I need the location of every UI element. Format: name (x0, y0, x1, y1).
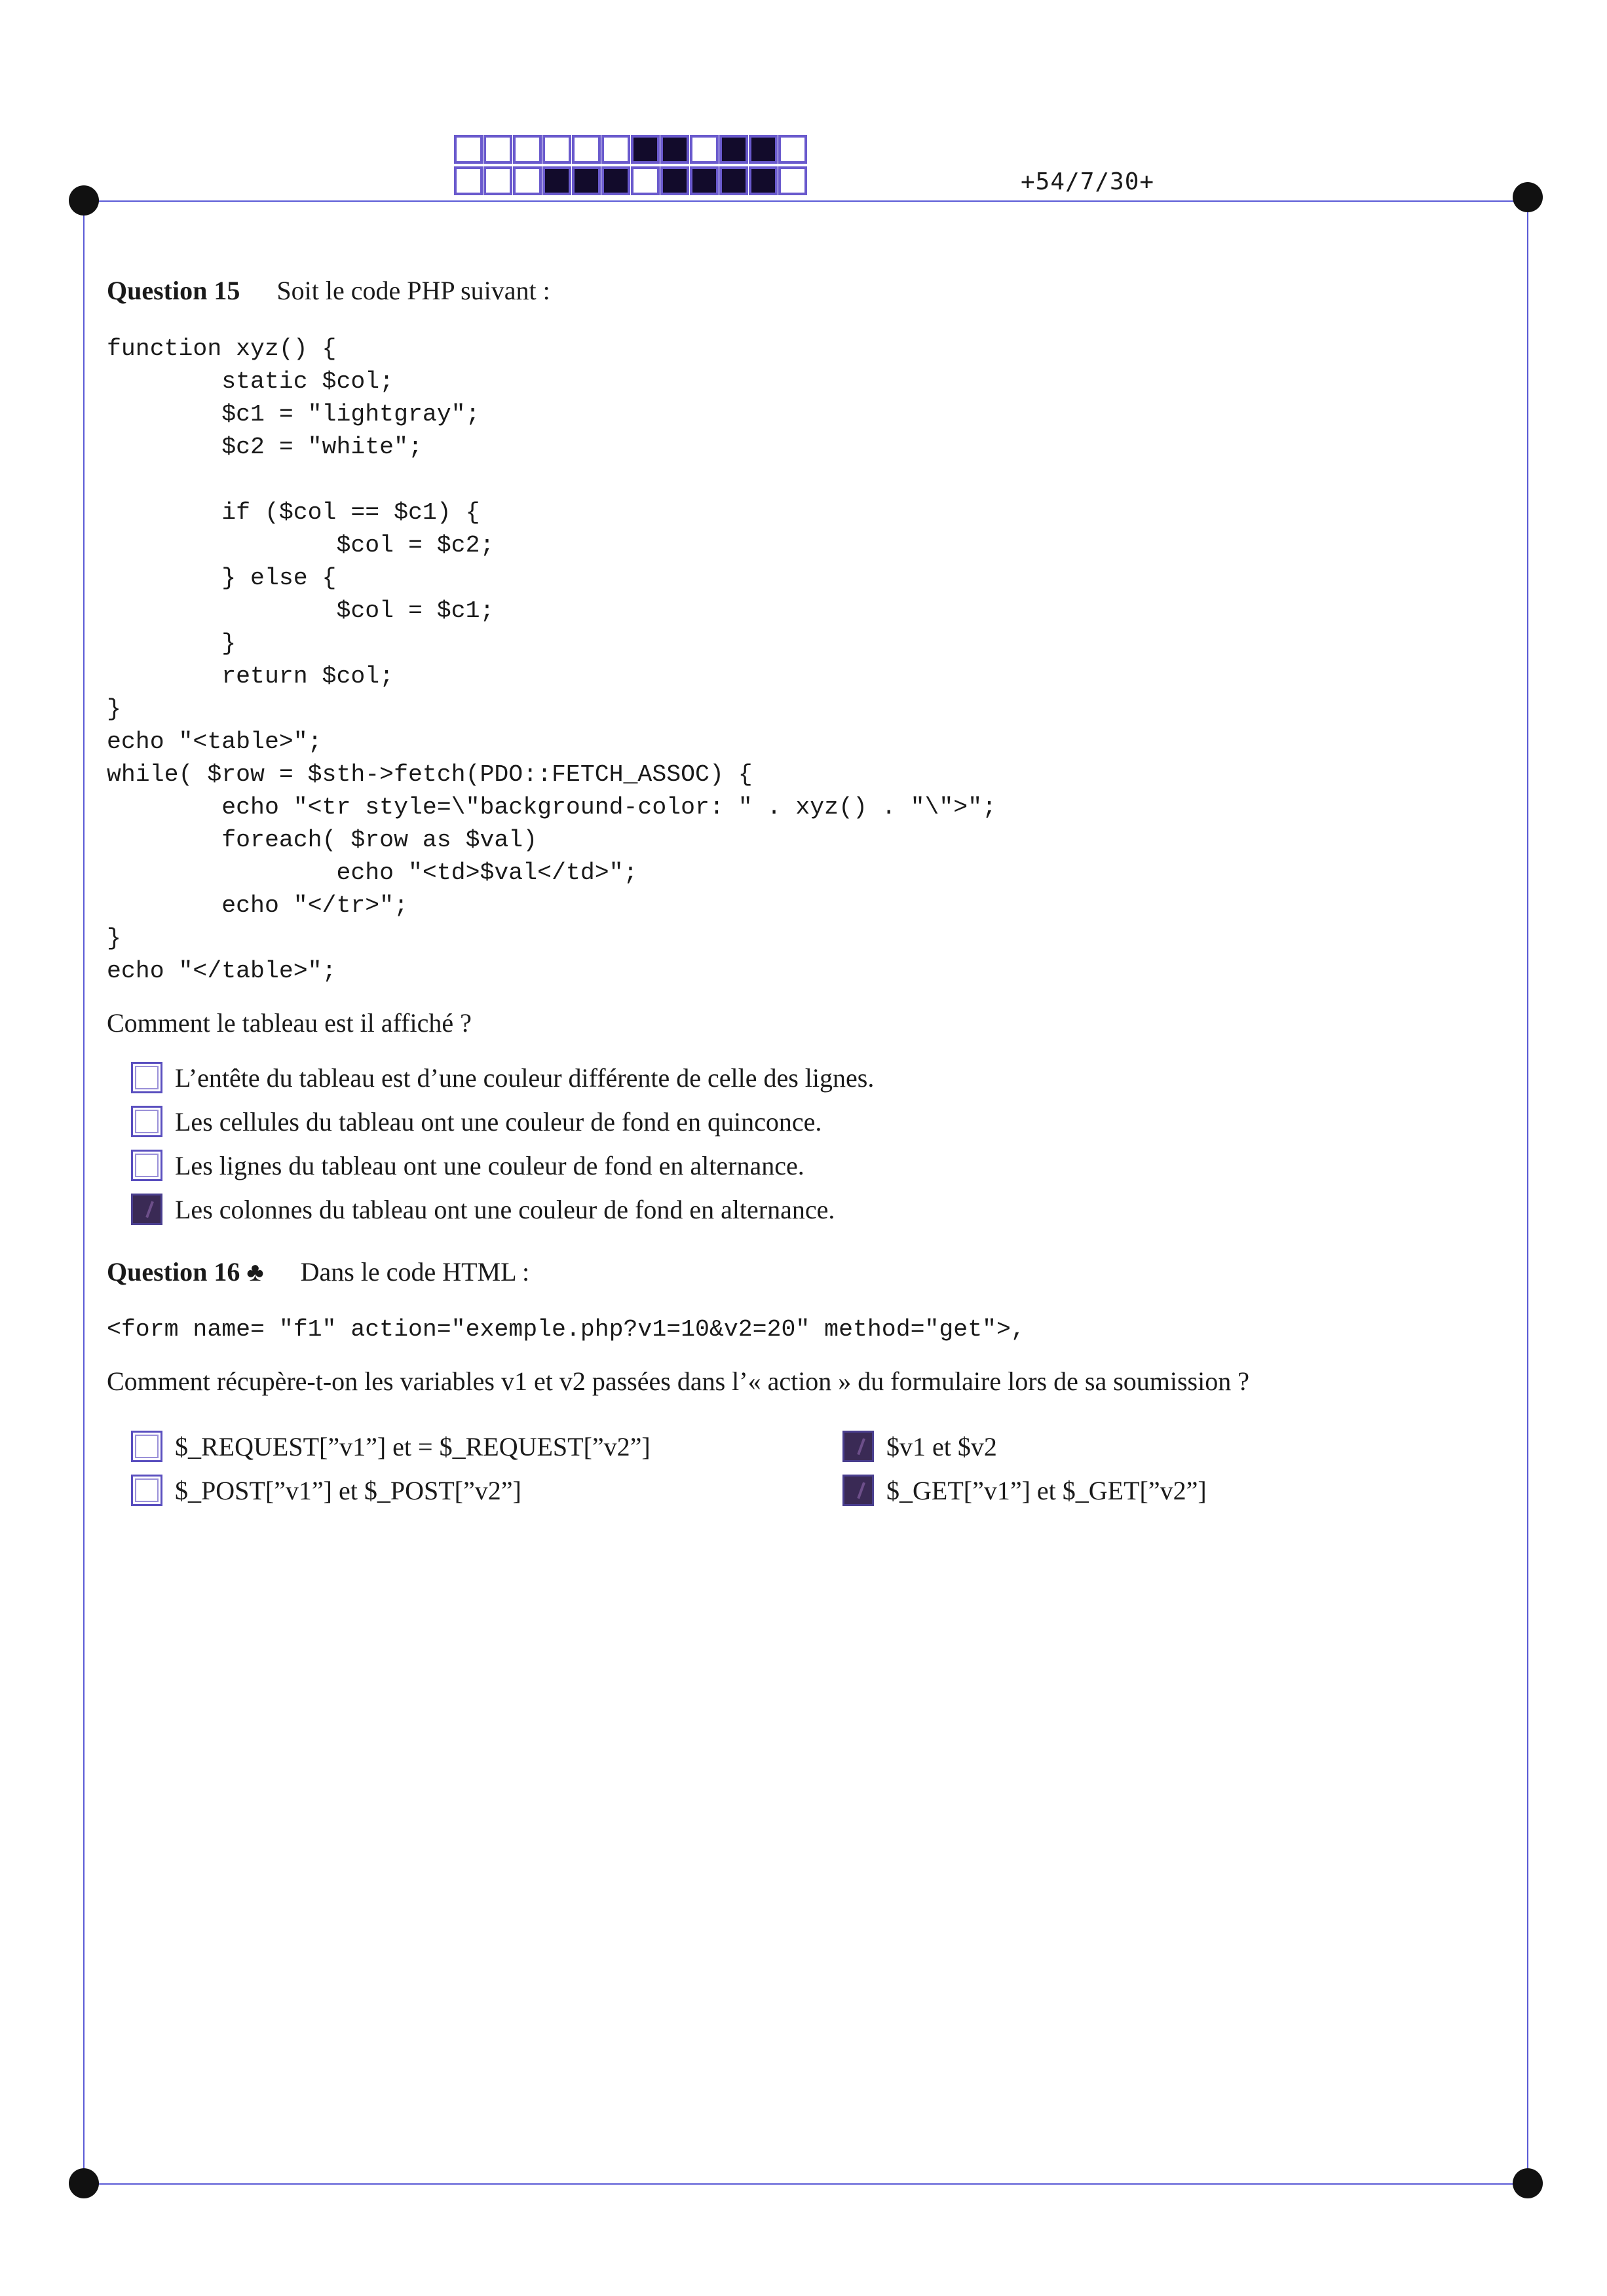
html-code-line: <form name= "f1" action="exemple.php?v1=10&v2=20" method="get">, (107, 1316, 1025, 1343)
answer-option[interactable] (131, 1428, 651, 1465)
binary-code-cell (572, 166, 601, 195)
answer-label: Les cellules du tableau ont une couleur de fond en quinconce. (175, 1106, 822, 1137)
binary-code-cell (749, 166, 778, 195)
binary-code-cell (513, 135, 542, 164)
question-intro: Dans le code HTML : (300, 1257, 530, 1287)
php-code-block: function xyz() { static $col; $c1 = "lightgray"; $c2 = "white"; if ($col == $c1) { $col = $c2; } else { $col = $c1; } return $col; } echo "<table>"; while( $row = $sth->fetch(PDO::FETCH_ASSOC) { echo "<tr style=\"background-color: " . xyz() . "\">"; foreach( $row as $val) echo "<td>$val</td>"; echo "</tr>"; } echo "</table>"; (107, 335, 997, 985)
checkbox[interactable] (131, 1194, 162, 1225)
question-15-heading (107, 275, 550, 306)
checkbox[interactable] (131, 1150, 162, 1181)
binary-code-cell (749, 135, 778, 164)
binary-code-cell (454, 135, 483, 164)
binary-code-cell (719, 135, 748, 164)
binary-code-cell (778, 166, 807, 195)
answer-option[interactable] (842, 1472, 1207, 1509)
checkbox[interactable] (131, 1475, 162, 1506)
sheet-id: +54/7/30+ (1021, 168, 1155, 195)
binary-code-cell (601, 166, 630, 195)
answer-label: $v1 et $v2 (886, 1431, 997, 1461)
binary-code-cell (483, 135, 512, 164)
question-number: Question 16 ♣ (107, 1257, 264, 1287)
corner-marker-top-left (69, 185, 99, 216)
checkbox[interactable] (131, 1106, 162, 1137)
answer-option[interactable] (842, 1428, 997, 1465)
answer-label: Les lignes du tableau ont une couleur de fond en alternance. (175, 1150, 804, 1180)
checkbox[interactable] (131, 1062, 162, 1093)
answer-label: $_REQUEST[”v1”] et = $_REQUEST[”v2”] (175, 1431, 651, 1461)
frame-right-line (1527, 200, 1528, 2184)
binary-code-row (454, 135, 808, 164)
corner-marker-bottom-right (1513, 2168, 1543, 2198)
binary-code-cell (631, 166, 660, 195)
corner-marker-top-right (1513, 182, 1543, 212)
answer-label: Les colonnes du tableau ont une couleur de fond en alternance. (175, 1194, 835, 1224)
answer-option[interactable] (131, 1059, 874, 1096)
checkbox[interactable] (842, 1475, 874, 1506)
answer-option[interactable] (131, 1103, 822, 1140)
question-15-prompt: Comment le tableau est il affiché ? (107, 1008, 472, 1038)
binary-code-cell (690, 135, 719, 164)
answer-label: $_GET[”v1”] et $_GET[”v2”] (886, 1475, 1207, 1505)
binary-code-grid (454, 135, 808, 198)
checkbox[interactable] (131, 1431, 162, 1462)
frame-left-line (83, 200, 85, 2184)
binary-code-cell (631, 135, 660, 164)
answer-option[interactable] (131, 1191, 835, 1228)
answer-option[interactable] (131, 1472, 521, 1509)
binary-code-row (454, 166, 808, 195)
frame-bottom-line (84, 2183, 1528, 2185)
binary-code-cell (690, 166, 719, 195)
binary-code-cell (454, 166, 483, 195)
binary-code-cell (660, 166, 689, 195)
binary-code-cell (513, 166, 542, 195)
binary-code-cell (778, 135, 807, 164)
binary-code-cell (719, 166, 748, 195)
question-16-heading (107, 1256, 529, 1287)
question-16-prompt: Comment récupère-t-on les variables v1 et v2 passées dans l’« action » du formulaire lors de sa soumission ? (107, 1366, 1249, 1396)
answer-label: $_POST[”v1”] et $_POST[”v2”] (175, 1475, 521, 1505)
binary-code-cell (601, 135, 630, 164)
checkbox[interactable] (842, 1431, 874, 1462)
question-intro: Soit le code PHP suivant : (276, 276, 550, 305)
answer-label: L’entête du tableau est d’une couleur différente de celle des lignes. (175, 1063, 875, 1093)
frame-top-line (84, 200, 1528, 202)
answer-option[interactable] (131, 1147, 804, 1184)
binary-code-cell (483, 166, 512, 195)
question-number: Question 15 (107, 276, 240, 305)
corner-marker-bottom-left (69, 2168, 99, 2198)
binary-code-cell (572, 135, 601, 164)
binary-code-cell (660, 135, 689, 164)
binary-code-cell (542, 135, 571, 164)
binary-code-cell (542, 166, 571, 195)
